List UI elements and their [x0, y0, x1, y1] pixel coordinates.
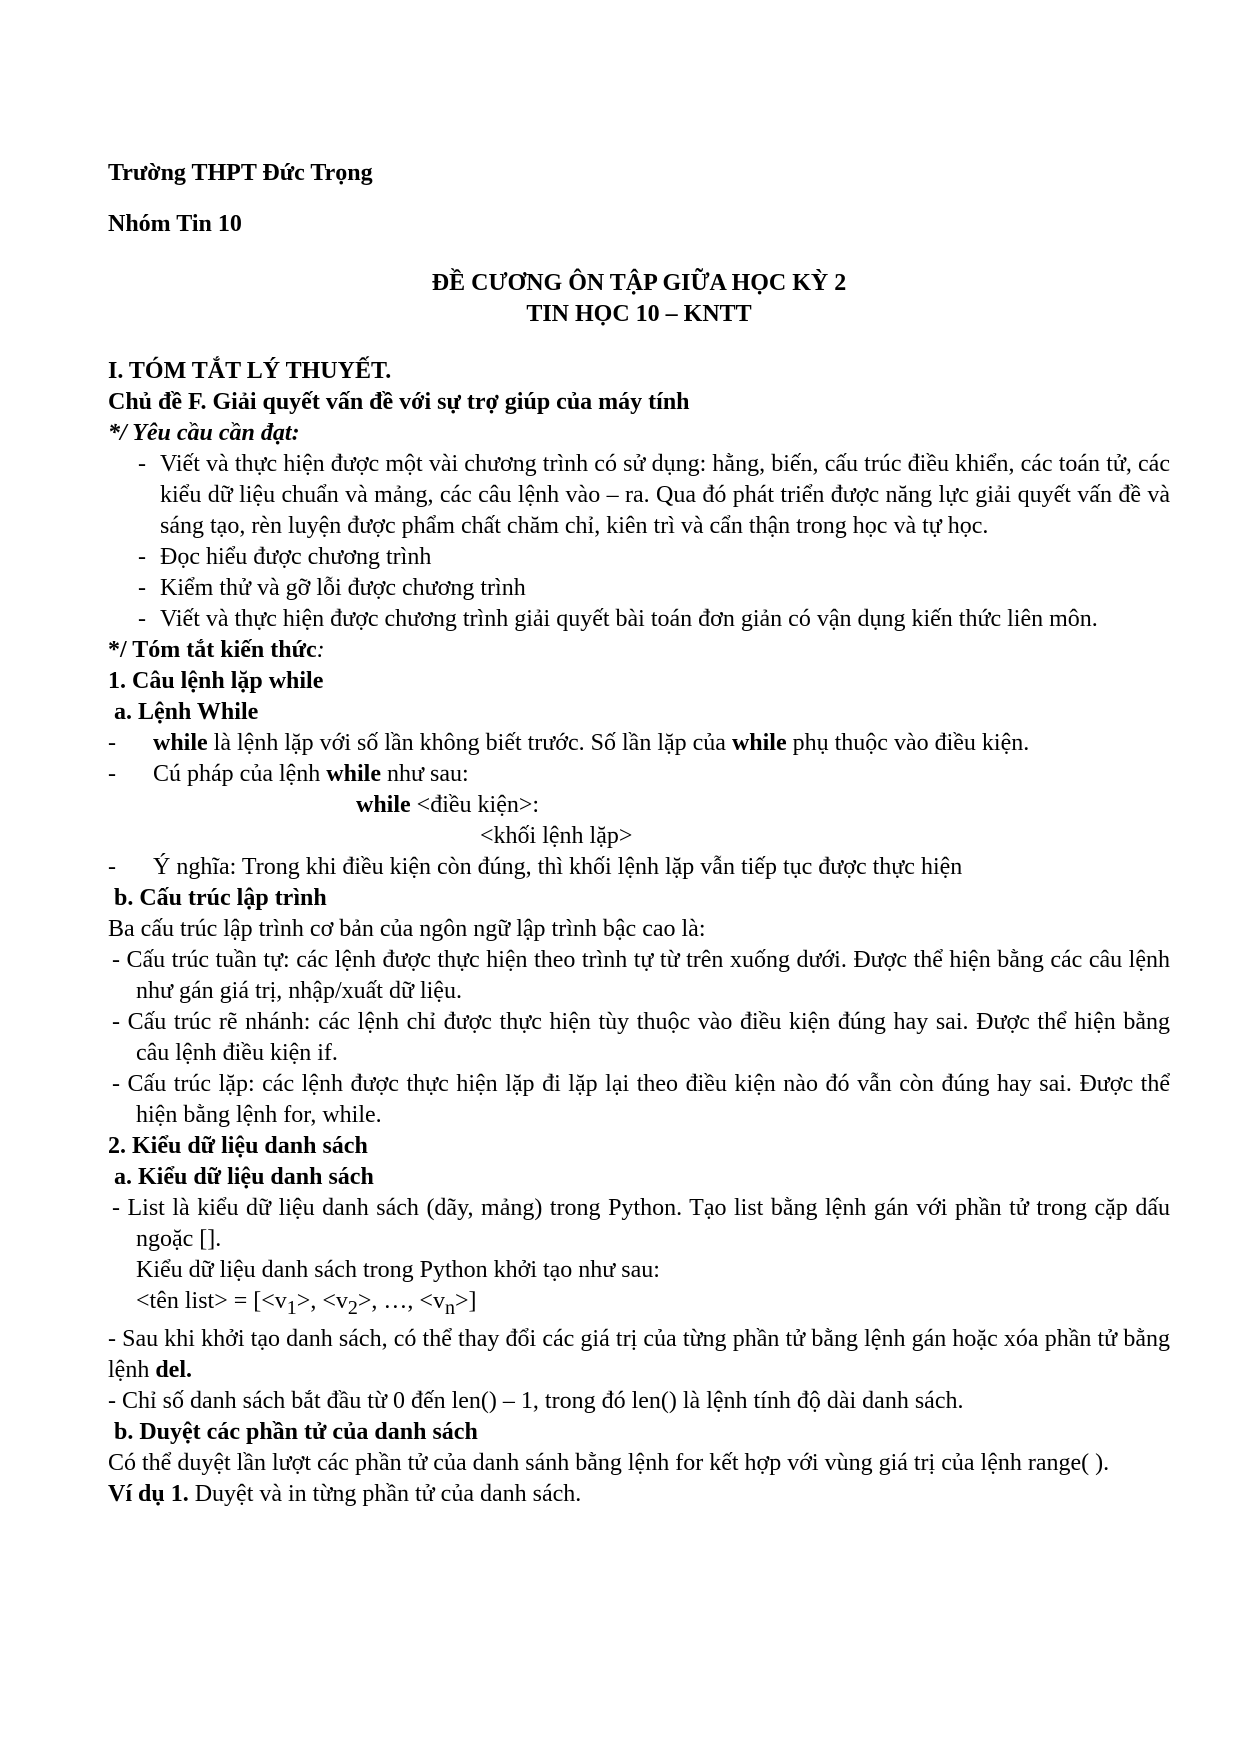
iterate-text: Có thể duyệt lần lượt các phần tử của danh sánh bằng lệnh for kết hợp với vùng giá trị của lệnh range( ).	[108, 1449, 1110, 1476]
while-definition: - while là lệnh lặp với số lần không biết trước. Số lần lặp của while phụ thuộc vào điều kiện.	[108, 730, 1030, 756]
structure-item: - Cấu trúc lặp: các lệnh được thực hiện lặp đi lặp lại theo điều kiện nào đó vẫn còn đúng hay sai. Được thể hiện bằng lệnh for, while.	[112, 1071, 1170, 1128]
school-name: Trường THPT Đức Trọng	[108, 160, 373, 186]
section-heading-theory: I. TÓM TẮT LÝ THUYẾT.	[108, 358, 392, 384]
list-init-intro: Kiểu dữ liệu danh sách trong Python khởi tạo như sau:	[136, 1257, 660, 1283]
while-meaning: - Ý nghĩa: Trong khi điều kiện còn đúng, thì khối lệnh lặp vẫn tiếp tục được thực hiện	[108, 854, 963, 880]
doc-subtitle: TIN HỌC 10 – KNTT	[526, 301, 752, 327]
while-syntax-line: while <điều kiện>:	[356, 792, 540, 818]
while-subheading: a. Lệnh While	[114, 699, 259, 725]
summary-heading: */ Tóm tắt kiến thức:	[108, 637, 325, 663]
list-item: - Viết và thực hiện được một vài chương trình có sử dụng: hằng, biến, cấu trúc điều khiển, các toán tử, các kiểu dữ liệu chuẩn và mảng, các câu lệnh vào – ra. Qua đó phát triển được năng lực giải quyết vấn đề và sáng tạo, rèn luyện được phẩm chất chăm chỉ, kiên trì và cẩn thận trong học và tự học.	[138, 451, 1170, 539]
requirements-heading: */ Yêu cầu cần đạt:	[108, 420, 300, 446]
structure-item: - Cấu trúc tuần tự: các lệnh được thực hiện theo trình tự từ trên xuống dưới. Được thể hiện bằng các câu lệnh như gán giá trị, nhập/xuất dữ liệu.	[112, 947, 1170, 1004]
structures-intro: Ba cấu trúc lập trình cơ bản của ngôn ngữ lập trình bậc cao là:	[108, 916, 706, 942]
list-item: - Đọc hiểu được chương trình	[138, 544, 432, 570]
topic-heading: Chủ đề F. Giải quyết vấn đề với sự trợ giúp của máy tính	[108, 389, 690, 415]
group-name: Nhóm Tin 10	[108, 211, 242, 237]
list-syntax: <tên list> = [$<v_1>$, $<v_2>$, …, $<v_n>$]	[136, 1288, 477, 1319]
list-subheading: a. Kiểu dữ liệu danh sách	[114, 1164, 374, 1190]
spacer	[108, 330, 1170, 356]
requirements-list	[108, 449, 1170, 635]
list-index-note: - Chỉ số danh sách bắt đầu từ 0 đến len() – 1, trong đó len() là lệnh tính độ dài danh sách.	[108, 1387, 964, 1414]
structure-item: - Cấu trúc rẽ nhánh: các lệnh chỉ được thực hiện tùy thuộc vào điều kiện đúng hay sai. Được thể hiện bằng câu lệnh điều kiện if.	[112, 1009, 1170, 1066]
iterate-subheading: b. Duyệt các phần tử của danh sách	[114, 1418, 478, 1445]
while-syntax-intro: - Cú pháp của lệnh while như sau:	[108, 761, 469, 787]
doc-title: ĐỀ CƯƠNG ÔN TẬP GIỮA HỌC KỲ 2	[431, 270, 847, 296]
part2-heading: 2. Kiểu dữ liệu danh sách	[108, 1133, 368, 1159]
structures-subheading: b. Cấu trúc lập trình	[114, 885, 327, 911]
while-block-line: <khối lệnh lặp>	[480, 823, 633, 849]
list-definition: - List là kiểu dữ liệu danh sách (dãy, mảng) trong Python. Tạo list bằng lệnh gán với phần tử trong cặp dấu ngoặc [].	[112, 1195, 1170, 1252]
list-modify-note: - Sau khi khởi tạo danh sách, có thể thay đổi các giá trị của từng phần tử bằng lệnh gán hoặc xóa phần tử bằng lệnh del.	[108, 1325, 1170, 1383]
list-item: - Kiểm thử và gỡ lỗi được chương trình	[138, 575, 526, 601]
list-item: - Viết và thực hiện được chương trình giải quyết bài toán đơn giản có vận dụng kiến thức liên môn.	[138, 606, 1098, 632]
example-line: Ví dụ 1. Duyệt và in từng phần tử của danh sách.	[108, 1480, 582, 1507]
document-page	[108, 158, 1170, 1510]
part1-heading: 1. Câu lệnh lặp while	[108, 668, 324, 694]
